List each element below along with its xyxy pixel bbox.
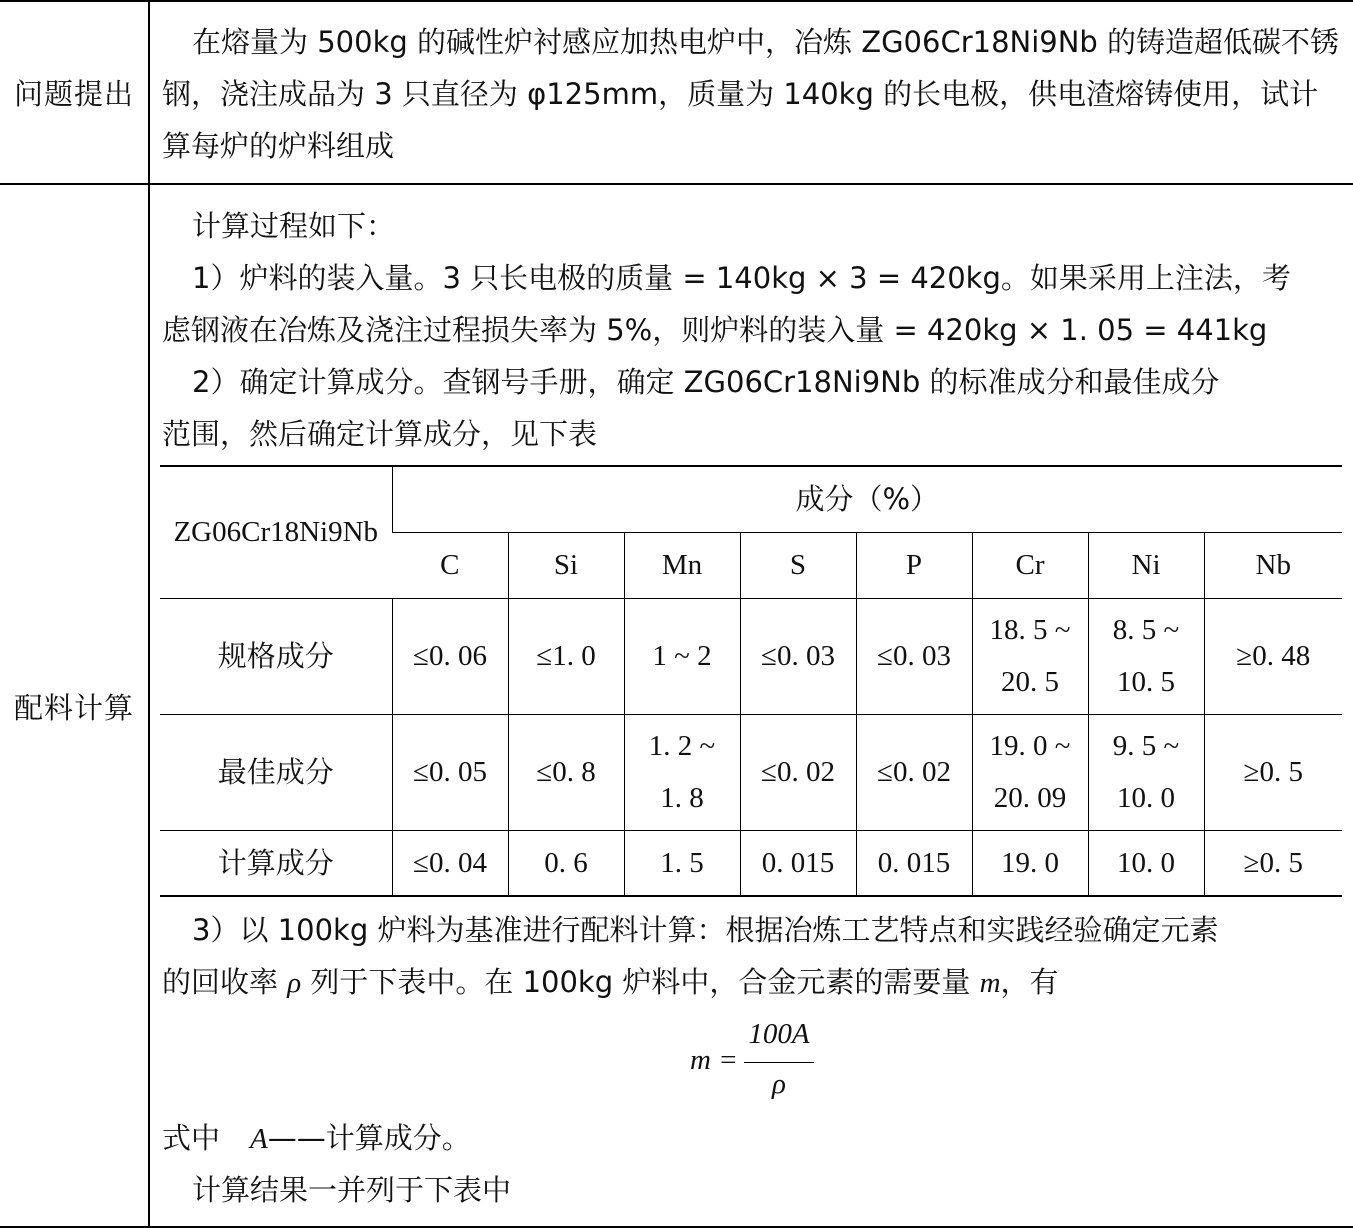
table-cell: 1 ~ 2 xyxy=(624,598,740,714)
step1-line2: 虑钢液在冶炼及浇注过程损失率为 5%，则炉料的装入量 = 420kg × 1. 05 = 441kg xyxy=(162,313,1268,347)
a-symbol: A xyxy=(250,1123,268,1155)
row-label-calc: 配料计算 xyxy=(13,691,134,725)
table-cell: 0. 6 xyxy=(508,830,624,896)
table-cell: ≥0. 48 xyxy=(1204,598,1342,714)
where-prefix: 式中 xyxy=(162,1121,221,1155)
result-line: 计算结果一并列于下表中 xyxy=(192,1173,512,1207)
row-label: 规格成分 xyxy=(160,598,392,714)
table-cell: ≤0. 02 xyxy=(740,714,856,830)
table-row xyxy=(160,830,1342,896)
element-header: P xyxy=(856,532,972,598)
element-header: Nb xyxy=(1204,532,1342,598)
table-cell: 10. 0 xyxy=(1088,830,1204,896)
m-symbol: m xyxy=(979,967,1001,999)
row-divider xyxy=(0,183,1353,185)
step3-line2 xyxy=(162,960,1059,1001)
top-border xyxy=(0,0,1353,2)
calc-intro: 计算过程如下： xyxy=(192,209,396,243)
grade-header: ZG06Cr18Ni9Nb xyxy=(160,466,392,598)
table-row xyxy=(160,598,1342,714)
element-header: S xyxy=(740,532,856,598)
element-header: C xyxy=(392,532,508,598)
table-cell: 9. 5 ~ 10. 0 xyxy=(1088,714,1204,830)
element-header: Mn xyxy=(624,532,740,598)
table-cell: 19. 0 xyxy=(972,830,1088,896)
rho-symbol: ρ xyxy=(287,967,302,999)
table-cell: 8. 5 ~ 10. 5 xyxy=(1088,598,1204,714)
composition-group-header: 成分（%） xyxy=(392,466,1342,532)
row-label: 计算成分 xyxy=(160,830,392,896)
table-cell: ≥0. 5 xyxy=(1204,714,1342,830)
row-label-problem: 问题提出 xyxy=(13,77,134,111)
table-cell: 0. 015 xyxy=(856,830,972,896)
table-cell: ≤0. 03 xyxy=(856,598,972,714)
element-header: Ni xyxy=(1088,532,1204,598)
step3-text-a: 的回收率 xyxy=(162,965,288,999)
table-cell: 1. 5 xyxy=(624,830,740,896)
step3-text-c: ，有 xyxy=(1000,965,1059,999)
table-cell: ≤0. 03 xyxy=(740,598,856,714)
table-cell: ≤0. 05 xyxy=(392,714,508,830)
table-cell: ≤0. 06 xyxy=(392,598,508,714)
formula xyxy=(690,1018,890,1108)
step3-text-b: 列于下表中。在 100kg 炉料中，合金元素的需要量 xyxy=(301,965,980,999)
element-header: Si xyxy=(508,532,624,598)
label-column-divider xyxy=(148,0,150,1228)
table-cell: ≥0. 5 xyxy=(1204,830,1342,896)
table-row xyxy=(160,714,1342,830)
step2-line1: 2）确定计算成分。查钢号手册，确定 ZG06Cr18Ni9Nb 的标准成分和最佳成分 xyxy=(192,365,1220,399)
formula-numerator: 100A xyxy=(748,1018,810,1050)
table-cell: 1. 2 ~ 1. 8 xyxy=(624,714,740,830)
fraction-bar xyxy=(744,1062,814,1063)
table-cell: ≤0. 8 xyxy=(508,714,624,830)
row-label: 最佳成分 xyxy=(160,714,392,830)
formula-denominator: ρ xyxy=(772,1068,786,1100)
composition-table xyxy=(160,465,1342,897)
table-cell: 18. 5 ~ 20. 5 xyxy=(972,598,1088,714)
problem-text: 在熔量为 500kg 的碱性炉衬感应加热电炉中，冶炼 ZG06Cr18Ni9Nb 的铸造超低碳不锈钢，浇注成品为 3 只直径为 φ125mm，质量为 140kg 的长电极，供电渣熔铸使用，试计算每炉的炉料组成 xyxy=(162,25,1340,163)
step3-line1: 3）以 100kg 炉料为基准进行配料计算：根据冶炼工艺特点和实践经验确定元素 xyxy=(192,913,1219,947)
element-header: Cr xyxy=(972,532,1088,598)
table-cell: 19. 0 ~ 20. 09 xyxy=(972,714,1088,830)
table-cell: ≤1. 0 xyxy=(508,598,624,714)
table-cell: ≤0. 02 xyxy=(856,714,972,830)
where-text: ——计算成分。 xyxy=(267,1121,471,1155)
table-cell: ≤0. 04 xyxy=(392,830,508,896)
step2-line2: 范围，然后确定计算成分，见下表 xyxy=(162,417,598,451)
formula-lhs: m = xyxy=(690,1044,738,1076)
where-line xyxy=(162,1116,471,1157)
table-cell: 0. 015 xyxy=(740,830,856,896)
step1-line1: 1）炉料的装入量。3 只长电极的质量 = 140kg × 3 = 420kg。如果采用上注法，考 xyxy=(192,261,1291,295)
